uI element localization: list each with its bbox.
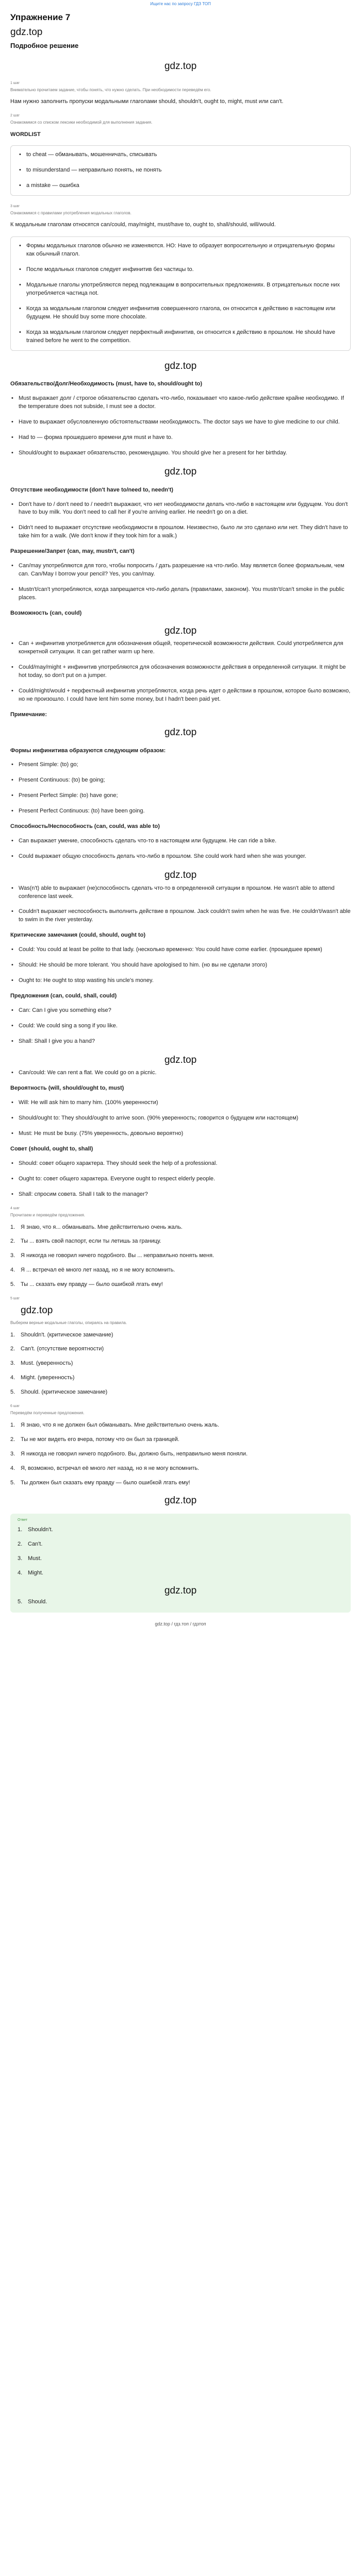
- section-heading: Совет (should, ought to, shall): [10, 1146, 93, 1153]
- step-task: Внимательно прочитаем задание, чтобы понять, что нужно сделать. При необходимости переведём его.: [10, 87, 211, 92]
- list-item: • Should/ought to: They should/ought to arrive soon. (90% уверенность; говорится о будущем или настоящем): [10, 1114, 351, 1123]
- answer-item: [18, 1526, 343, 1534]
- watermark: gdz.top: [164, 360, 197, 371]
- watermark: gdz.top: [164, 625, 197, 636]
- item-number: 3.: [10, 1360, 15, 1367]
- watermark: gdz.top: [164, 61, 197, 72]
- page-subtitle: Подробное решение: [10, 42, 79, 50]
- item-number: 4.: [10, 1375, 15, 1381]
- list-item: • Present Continuous: (to) be going;: [10, 776, 351, 785]
- rules-card: [10, 236, 351, 350]
- section-heading: Способность/Неспособность (can, could, was able to): [10, 823, 160, 830]
- numbered-item: [10, 1421, 351, 1430]
- list-item: • a mistake — ошибка: [18, 182, 343, 190]
- item-text: Shouldn't.: [28, 1527, 53, 1533]
- item-text: Я никогда не говорил ничего подобного. Вы, должно быть, неправильно меня поняли.: [21, 1450, 248, 1457]
- answer-label: Ответ: [18, 1518, 28, 1522]
- answer-item: [18, 1540, 343, 1549]
- item-text: Should. (критическое замечание): [21, 1389, 108, 1396]
- list-item: • Must выражает долг / строгое обязательство сделать что-либо, показывает что какое-либо действие крайне необходимо. If the temperature does not subside, I must see a doctor.: [10, 395, 351, 411]
- list-item: • Didn't need to выражает отсутствие необходимости в прошлом. Неизвестно, было ли это сделано или нет. They didn't have to take him for a walk. (We don't know if they took him for a walk.): [10, 524, 351, 540]
- numbered-item: [10, 1465, 351, 1473]
- list-item: • Can + инфинитив употребляется для обозначения общей, теоретической возможности действия. Could употребляется для конкретной ситуации. It can get rather warm up here.: [10, 640, 351, 656]
- list-item: • Shall: спросим совета. Shall I talk to the manager?: [10, 1191, 351, 1199]
- item-text: Ты ... сказать ему правду — было ошибкой лгать ему!: [21, 1281, 163, 1288]
- item-number: 3.: [18, 1555, 23, 1562]
- item-text: Ты ... взять свой паспорт, если ты летишь за границу.: [21, 1238, 161, 1245]
- list-item: • Can: Can I give you something else?: [10, 1007, 351, 1015]
- list-item: • Модальные глаголы употребляются перед подлежащим в вопросительных предложениях. В отрицательных после них употребляется частица not.: [18, 281, 343, 298]
- item-number: 1.: [10, 1331, 15, 1338]
- list-item: • to cheat — обманывать, мошенничать, списывать: [18, 151, 343, 159]
- list-item: • Когда за модальным глаголом следует перфектный инфинитив, он относится к действию в прошлом. He should have trained before he went to the competition.: [18, 329, 343, 345]
- section-heading: Разрешение/Запрет (can, may, mustn't, can't): [10, 548, 135, 555]
- item-number: 5.: [10, 1281, 15, 1288]
- item-text: Should.: [28, 1598, 47, 1605]
- list-item: • Could выражает общую способность делать что-либо в прошлом. She could work hard when she was younger.: [10, 853, 351, 861]
- item-number: 2.: [10, 1346, 15, 1352]
- numbered-item: [10, 1252, 351, 1260]
- list-item: • Was(n't) able to выражает (не)способность сделать что-то в определенной ситуации в прошлом. He wasn't able to attend conference last week.: [10, 885, 351, 901]
- step-label: 6 шаг: [10, 1404, 20, 1409]
- item-text: Ты не мог видеть его вчера, потому что он был за границей.: [21, 1436, 179, 1443]
- watermark: gdz.top: [164, 1054, 197, 1065]
- watermark: gdz.top: [21, 1305, 53, 1316]
- list-item: • Present Simple: (to) go;: [10, 761, 351, 769]
- item-number: 1.: [10, 1421, 15, 1428]
- step-task: Прочитаем и переведём предложения.: [10, 1212, 86, 1217]
- list-item: • Can/could: We can rent a flat. We could go on a picnic.: [10, 1069, 351, 1077]
- list-item: • После модальных глаголов следует инфинитив без частицы to.: [18, 266, 343, 274]
- answer-item: [18, 1598, 343, 1606]
- list-item: • Ought to: He ought to stop wasting his uncle's money.: [10, 977, 351, 985]
- item-text: Я знаю, что я... обманывать. Мне действительно очень жаль.: [21, 1224, 183, 1230]
- item-text: Shouldn't. (критическое замечание): [21, 1331, 113, 1338]
- section-heading: Примечание:: [10, 711, 47, 718]
- numbered-item: [10, 1224, 351, 1232]
- answer-item: [18, 1555, 343, 1563]
- item-number: 2.: [10, 1238, 15, 1245]
- numbered-item: [10, 1360, 351, 1368]
- step-label: 3 шаг: [10, 204, 20, 208]
- numbered-item: [10, 1374, 351, 1382]
- list-item: • Should/ought to выражает обязательство, рекомендацию. You should give her a present for her birthday.: [10, 449, 351, 457]
- step-task: Ознакомимся со списком лексики необходимой для выполнения задания.: [10, 120, 153, 125]
- item-number: 5.: [18, 1598, 23, 1605]
- item-text: Must.: [28, 1555, 42, 1562]
- list-item: • Couldn't выражает неспособность выполнить действие в прошлом. Jack couldn't swim when he was five. He couldn't/wasn't able to swim in the river yesterday.: [10, 908, 351, 924]
- item-number: 2.: [10, 1436, 15, 1443]
- section-heading: Критические замечания (could, should, ought to): [10, 932, 145, 939]
- list-item: • to misunderstand — неправильно понять, не понять: [18, 166, 343, 175]
- item-number: 5.: [10, 1389, 15, 1396]
- step-label: 4 шаг: [10, 1206, 20, 1210]
- item-text: Can't. (отсутствие вероятности): [21, 1346, 104, 1352]
- list-item: • Can/may употребляются для того, чтобы попросить / дать разрешение на что-либо. May является более формальным, чем can. Can/May I borrow your pencil? Yes, you can/may.: [10, 562, 351, 579]
- item-number: 4.: [10, 1267, 15, 1274]
- page-title: Упражнение 7: [10, 12, 71, 22]
- numbered-item: [10, 1281, 351, 1289]
- item-number: 1.: [10, 1224, 15, 1230]
- list-item: • Could: You could at least be polite to that lady. (несколько временно: You could have come earlier. (прошедшее время): [10, 946, 351, 954]
- step-label: 5 шаг: [10, 1297, 20, 1301]
- item-number: 3.: [10, 1252, 15, 1259]
- numbered-item: [10, 1266, 351, 1275]
- section-heading: Отсутствие необходимости (don't have to/need to, needn't): [10, 486, 173, 493]
- section-heading: Формы инфинитива образуются следующим образом:: [10, 747, 166, 754]
- numbered-item: [10, 1436, 351, 1444]
- list-item: • Shall: Shall I give you a hand?: [10, 1038, 351, 1046]
- site-logo: gdz.top: [10, 26, 43, 38]
- item-number: 1.: [18, 1527, 23, 1533]
- content: [0, 11, 361, 1628]
- list-item: • Don't have to / don't need to / needn't выражают, что нет необходимости делать что-либо в настоящем или будущем. You don't have to buy milk. You don't need to call her if you're arriving earlier. He needn't go on a diet.: [10, 501, 351, 517]
- watermark: gdz.top: [164, 1495, 197, 1506]
- numbered-item: [10, 1479, 351, 1487]
- item-number: 5.: [10, 1479, 15, 1486]
- list-item: • Should: He should be more tolerant. You should have apologised to him. (но вы не сделали этого): [10, 961, 351, 970]
- item-text: Я, возможно, встречал её много лет назад, но я не могу вспомнить.: [21, 1465, 200, 1471]
- list-item: • Формы модальных глаголов обычно не изменяются. НО: Have to образует вопросительную и отрицательную формы как обычный глагол.: [18, 242, 343, 259]
- list-item: • Can выражает умение, способность сделать что-то в настоящем или будущем. He can ride a bike.: [10, 837, 351, 845]
- watermark: gdz.top: [164, 1585, 197, 1597]
- item-text: Я ... встречал её много лет назад, но я не могу вспомнить.: [21, 1267, 175, 1274]
- step-text: Нам нужно заполнить пропуски модальными глаголами should, shouldn't, ought to, might, must или can't.: [10, 98, 284, 105]
- top-banner[interactable]: Ищите нас по запросу ГДЗ ТОП: [150, 2, 211, 6]
- list-item: • Mustn't/can't употребляются, когда запрещается что-либо делать (правилами, законом). You mustn't/can't smoke in the public places.: [10, 586, 351, 602]
- item-text: Might. (уверенность): [21, 1375, 75, 1381]
- wordlist-heading: WORDLIST: [10, 131, 41, 138]
- step-task: Выберем верные модальные глаголы, опираясь на правила.: [10, 1320, 127, 1325]
- step-text: К модальным глаголам относятся can/could, may/might, must/have to, ought to, shall/should, will/would.: [10, 222, 276, 228]
- list-item: • Could/might/would + перфектный инфинитив употребляются, когда речь идет о действии в прошлом, которое было возможно, но не произошло. I could have lent him some money, but I hadn't been paid yet.: [10, 687, 351, 704]
- numbered-item: [10, 1238, 351, 1246]
- item-number: 4.: [10, 1465, 15, 1471]
- list-item: • Could/may/might + инфинитив употребляются для обозначения возможности действия в определенной ситуации. It might be hot today, so don't put on a jumper.: [10, 664, 351, 680]
- watermark: gdz.top: [164, 466, 197, 478]
- list-item: • Have to выражает обусловленную обстоятельствами необходимость. The doctor says we have to give medicine to our child.: [10, 418, 351, 427]
- list-item: • Present Perfect Simple: (to) have gone;: [10, 792, 351, 800]
- item-number: 2.: [18, 1541, 23, 1548]
- item-number: 4.: [18, 1570, 23, 1577]
- item-text: Ты должен был сказать ему правду — было ошибкой лгать ему!: [21, 1479, 190, 1486]
- footer-links[interactable]: gdz.top / гдз.топ / гдзтоп: [155, 1621, 206, 1626]
- item-text: Can't.: [28, 1541, 43, 1548]
- numbered-item: [10, 1345, 351, 1353]
- list-item: • Present Perfect Continuous: (to) have been going.: [10, 807, 351, 816]
- watermark: gdz.top: [164, 726, 197, 738]
- step-label: 2 шаг: [10, 114, 20, 118]
- step-task: Переведём полученные предложения.: [10, 1411, 85, 1416]
- list-item: • Had to — форма прошедшего времени для must и have to.: [10, 434, 351, 442]
- item-text: Я знаю, что я не должен был обманывать. Мне действительно очень жаль.: [21, 1421, 219, 1428]
- step-task: Ознакомимся с правилами употребления модальных глаголов.: [10, 210, 132, 215]
- answer-box: [10, 1514, 351, 1612]
- answer-item: [18, 1569, 343, 1578]
- numbered-item: [10, 1388, 351, 1397]
- section-heading: Обязательство/Долг/Необходимость (must, have to, should/ought to): [10, 381, 203, 387]
- item-text: Я никогда не говорил ничего подобного. Вы ... неправильно понять меня.: [21, 1252, 214, 1259]
- numbered-item: [10, 1450, 351, 1459]
- list-item: • Ought to: совет общего характера. Everyone ought to respect elderly people.: [10, 1175, 351, 1183]
- list-item: • Must: He must be busy. (75% уверенность, довольно вероятно): [10, 1130, 351, 1138]
- item-text: Might.: [28, 1570, 43, 1577]
- step-label: 1 шаг: [10, 81, 20, 85]
- section-heading: Возможность (can, could): [10, 609, 82, 616]
- item-number: 3.: [10, 1450, 15, 1457]
- list-item: • Should: совет общего характера. They should seek the help of a professional.: [10, 1160, 351, 1168]
- wordlist-card: [10, 145, 351, 196]
- list-item: • Когда за модальным глаголом следует инфинитив совершенного глагола, он относится к действию в настоящем или будущем. He should buy some more chocolate.: [18, 305, 343, 321]
- section-heading: Вероятность (will, should/ought to, must): [10, 1085, 124, 1092]
- list-item: • Will: He will ask him to marry him. (100% уверенности): [10, 1099, 351, 1107]
- item-text: Must. (уверенность): [21, 1360, 73, 1367]
- numbered-item: [10, 1331, 351, 1340]
- list-item: • Could: We could sing a song if you like.: [10, 1022, 351, 1030]
- watermark: gdz.top: [164, 870, 197, 881]
- section-heading: Предложения (can, could, shall, could): [10, 993, 117, 999]
